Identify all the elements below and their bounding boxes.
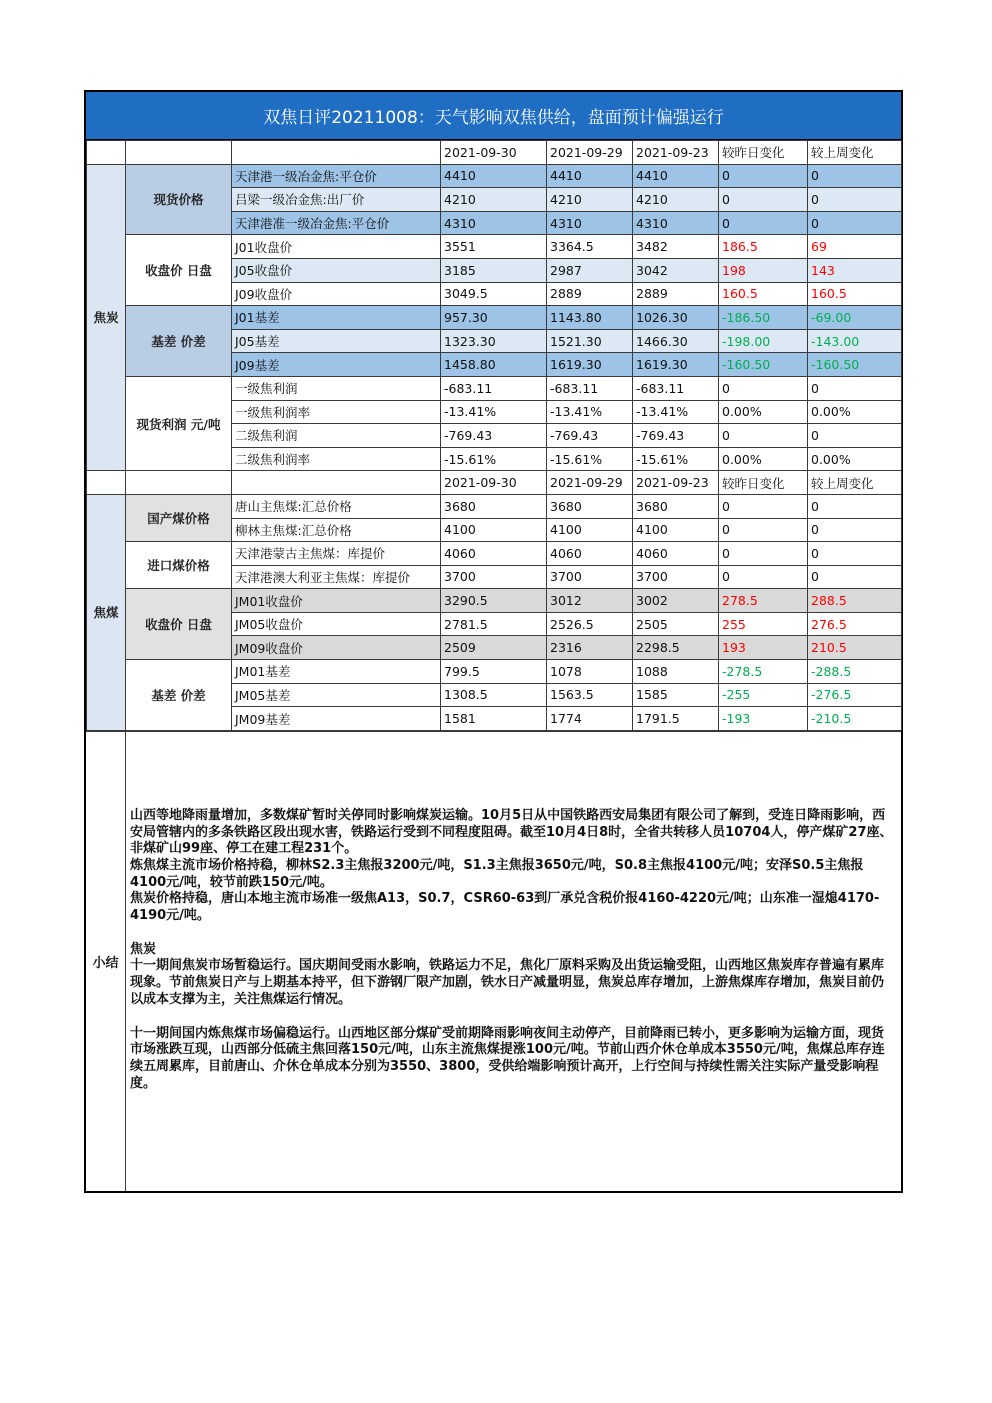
value-cell: 1619.30: [633, 353, 719, 377]
empty-cell: [232, 141, 441, 165]
value-cell: 4100: [547, 518, 633, 542]
value-cell: 4410: [441, 164, 547, 188]
group-label: 基差 价差: [126, 660, 232, 731]
value-cell: 4410: [633, 164, 719, 188]
value-cell: 3042: [633, 258, 719, 282]
change-cell: 0: [808, 211, 902, 235]
change-cell: -160.50: [808, 353, 902, 377]
group-label: 国产煤价格: [126, 494, 232, 541]
column-header: 2021-09-30: [441, 471, 547, 495]
change-cell: 0: [808, 565, 902, 589]
row-name: J01收盘价: [232, 235, 441, 259]
value-cell: 1143.80: [547, 306, 633, 330]
change-cell: 198: [719, 258, 808, 282]
empty-cell: [126, 471, 232, 495]
row-name: J01基差: [232, 306, 441, 330]
change-cell: 276.5: [808, 612, 902, 636]
change-cell: 0: [808, 424, 902, 448]
change-cell: -210.5: [808, 707, 902, 731]
change-cell: -193: [719, 707, 808, 731]
spacer: [130, 1009, 895, 1026]
table-row: [87, 306, 902, 330]
summary-paragraph: 十一期间国内炼焦煤市场偏稳运行。山西地区部分煤矿受前期降雨影响夜间主动停产，目前降雨已转小，更多影响为运输方面，现货市场涨跌互现，山西部分低硫主焦回落150元/吨，山东主流焦煤提涨100元/吨。节前山西介休仓单成本3550元/吨，焦煤总库存连续五周累库，目前唐山、介休仓单成本分别为3550、3800，受供给端影响预计高开，上行空间与持续性需关注实际产量受影响程度。: [130, 1025, 885, 1091]
summary-body: [126, 732, 901, 1191]
summary-paragraph: 焦炭价格持稳，唐山本地主流市场准一级焦A13，S0.7，CSR60-63到厂承兑含税价报4160-4220元/吨；山东准一湿熄4170-4190元/吨。: [130, 891, 880, 924]
column-header: 2021-09-29: [547, 471, 633, 495]
value-cell: 2505: [633, 612, 719, 636]
summary-paragraph: 炼焦煤主流市场价格持稳，柳林S2.3主焦报3200元/吨，S1.3主焦报3650元/吨，S0.8主焦报4100元/吨；安泽S0.5主焦报4100元/吨，较节前跌150元/吨。: [130, 857, 864, 890]
value-cell: 2987: [547, 258, 633, 282]
table-row: [87, 164, 902, 188]
value-cell: -15.61%: [441, 447, 547, 471]
value-cell: -769.43: [441, 424, 547, 448]
value-cell: 1088: [633, 660, 719, 684]
value-cell: 3482: [633, 235, 719, 259]
row-name: 天津港蒙古主焦煤：库提价: [232, 542, 441, 566]
summary-section: [86, 731, 901, 1191]
table-row: [87, 235, 902, 259]
value-cell: 3700: [547, 565, 633, 589]
summary-paragraph: 十一期间焦炭市场暂稳运行。国庆期间受雨水影响，铁路运力不足，焦化厂原料采购及出货运输受阻，山西地区焦炭库存普遍有累库现象。节前焦炭日产与上期基本持平，但下游钢厂限产加剧，铁水日产减量明显，焦炭总库存增加，上游焦煤库存增加，焦炭目前仍以成本支撑为主，关注焦煤运行情况。: [130, 958, 885, 1007]
section-label: 焦煤: [87, 494, 126, 730]
change-cell: 160.5: [808, 282, 902, 306]
value-cell: 4100: [441, 518, 547, 542]
value-cell: 2316: [547, 636, 633, 660]
value-cell: 3290.5: [441, 589, 547, 613]
value-cell: -683.11: [441, 376, 547, 400]
column-header: 2021-09-30: [441, 141, 547, 165]
row-name: JM01基差: [232, 660, 441, 684]
value-cell: 4210: [547, 188, 633, 212]
change-cell: 186.5: [719, 235, 808, 259]
value-cell: 3049.5: [441, 282, 547, 306]
column-header: 较上周变化: [808, 471, 902, 495]
value-cell: -683.11: [633, 376, 719, 400]
value-cell: 3700: [633, 565, 719, 589]
empty-cell: [126, 141, 232, 165]
value-cell: 3680: [441, 494, 547, 518]
value-cell: -683.11: [547, 376, 633, 400]
value-cell: 1078: [547, 660, 633, 684]
value-cell: 4410: [547, 164, 633, 188]
value-cell: 957.30: [441, 306, 547, 330]
value-cell: 1774: [547, 707, 633, 731]
change-cell: -69.00: [808, 306, 902, 330]
value-cell: 3002: [633, 589, 719, 613]
value-cell: 3185: [441, 258, 547, 282]
value-cell: -13.41%: [547, 400, 633, 424]
change-cell: 0.00%: [808, 400, 902, 424]
value-cell: 1458.80: [441, 353, 547, 377]
value-cell: -13.41%: [633, 400, 719, 424]
value-cell: -13.41%: [441, 400, 547, 424]
group-label: 现货利润 元/吨: [126, 376, 232, 470]
change-cell: 69: [808, 235, 902, 259]
change-cell: 160.5: [719, 282, 808, 306]
change-cell: 255: [719, 612, 808, 636]
change-cell: 288.5: [808, 589, 902, 613]
column-header: 较上周变化: [808, 141, 902, 165]
change-cell: -186.50: [719, 306, 808, 330]
value-cell: -769.43: [547, 424, 633, 448]
change-cell: 0.00%: [808, 447, 902, 471]
value-cell: 1323.30: [441, 329, 547, 353]
row-name: J09基差: [232, 353, 441, 377]
value-cell: -769.43: [633, 424, 719, 448]
change-cell: 0: [719, 424, 808, 448]
group-label: 收盘价 日盘: [126, 589, 232, 660]
change-cell: 0: [719, 376, 808, 400]
change-cell: 0: [719, 565, 808, 589]
value-cell: -15.61%: [633, 447, 719, 471]
summary-paragraph: 山西等地降雨量增加，多数煤矿暂时关停同时影响煤炭运输。10月5日从中国铁路西安局集团有限公司了解到，受连日降雨影响，西安局管辖内的多条铁路区段出现水害，铁路运行受到不同程度阻碍。截至10月4日8时，全省共转移人员10704人，停产煤矿27座、非煤矿山99座、停工在建工程231个。: [130, 807, 893, 857]
value-cell: 4060: [633, 542, 719, 566]
row-name: JM05收盘价: [232, 612, 441, 636]
table-row: [87, 376, 902, 400]
value-cell: 2889: [633, 282, 719, 306]
row-name: J05收盘价: [232, 258, 441, 282]
group-label: 现货价格: [126, 164, 232, 235]
row-name: 天津港一级冶金焦:平仓价: [232, 164, 441, 188]
row-name: 一级焦利润: [232, 376, 441, 400]
column-header: 2021-09-29: [547, 141, 633, 165]
value-cell: 1026.30: [633, 306, 719, 330]
value-cell: 4210: [441, 188, 547, 212]
value-cell: 3551: [441, 235, 547, 259]
row-name: JM09收盘价: [232, 636, 441, 660]
change-cell: -288.5: [808, 660, 902, 684]
value-cell: 3680: [547, 494, 633, 518]
data-table: [86, 140, 902, 731]
change-cell: -278.5: [719, 660, 808, 684]
value-cell: 3012: [547, 589, 633, 613]
summary-label: 小结: [86, 732, 126, 1191]
group-label: 基差 价差: [126, 306, 232, 377]
row-name: JM05基差: [232, 683, 441, 707]
change-cell: 0: [719, 188, 808, 212]
change-cell: 143: [808, 258, 902, 282]
value-cell: 2889: [547, 282, 633, 306]
column-header: 2021-09-23: [633, 141, 719, 165]
value-cell: 4310: [441, 211, 547, 235]
value-cell: 1521.30: [547, 329, 633, 353]
value-cell: 2509: [441, 636, 547, 660]
value-cell: 4060: [547, 542, 633, 566]
value-cell: 3700: [441, 565, 547, 589]
value-cell: 2526.5: [547, 612, 633, 636]
value-cell: 1791.5: [633, 707, 719, 731]
value-cell: 799.5: [441, 660, 547, 684]
empty-cell: [232, 471, 441, 495]
change-cell: 0: [719, 494, 808, 518]
table-row: [87, 589, 902, 613]
row-name: 柳林主焦煤:汇总价格: [232, 518, 441, 542]
group-label: 进口煤价格: [126, 542, 232, 589]
table-row: [87, 660, 902, 684]
row-name: J09收盘价: [232, 282, 441, 306]
row-name: 天津港准一级冶金焦:平仓价: [232, 211, 441, 235]
change-cell: -198.00: [719, 329, 808, 353]
spacer: [130, 925, 895, 942]
change-cell: -276.5: [808, 683, 902, 707]
value-cell: 4310: [633, 211, 719, 235]
empty-cell: [87, 141, 126, 165]
row-name: JM01收盘价: [232, 589, 441, 613]
summary-paragraph: 焦炭: [130, 941, 157, 957]
value-cell: 1308.5: [441, 683, 547, 707]
column-header: 2021-09-23: [633, 471, 719, 495]
change-cell: 210.5: [808, 636, 902, 660]
section-label: 焦炭: [87, 164, 126, 471]
change-cell: 0: [808, 188, 902, 212]
value-cell: 4060: [441, 542, 547, 566]
row-name: J05基差: [232, 329, 441, 353]
report-sheet: [84, 90, 903, 1193]
change-cell: -255: [719, 683, 808, 707]
value-cell: 1466.30: [633, 329, 719, 353]
change-cell: 0: [808, 164, 902, 188]
value-cell: 2298.5: [633, 636, 719, 660]
report-title: 双焦日评20211008：天气影响双焦供给，盘面预计偏强运行: [86, 92, 901, 140]
row-name: 二级焦利润: [232, 424, 441, 448]
change-cell: 0: [719, 518, 808, 542]
change-cell: 0: [808, 542, 902, 566]
value-cell: 1585: [633, 683, 719, 707]
row-name: 一级焦利润率: [232, 400, 441, 424]
value-cell: 4310: [547, 211, 633, 235]
header-row: [87, 141, 902, 165]
change-cell: 0: [808, 376, 902, 400]
change-cell: 0: [719, 542, 808, 566]
value-cell: 3364.5: [547, 235, 633, 259]
table-row: [87, 542, 902, 566]
table-row: [87, 494, 902, 518]
change-cell: 0.00%: [719, 447, 808, 471]
change-cell: -143.00: [808, 329, 902, 353]
value-cell: 4100: [633, 518, 719, 542]
change-cell: 0.00%: [719, 400, 808, 424]
value-cell: 1563.5: [547, 683, 633, 707]
value-cell: 1581: [441, 707, 547, 731]
value-cell: 3680: [633, 494, 719, 518]
column-header: 较昨日变化: [719, 471, 808, 495]
header-row: [87, 471, 902, 495]
row-name: JM09基差: [232, 707, 441, 731]
value-cell: -15.61%: [547, 447, 633, 471]
value-cell: 2781.5: [441, 612, 547, 636]
row-name: 唐山主焦煤:汇总价格: [232, 494, 441, 518]
value-cell: 1619.30: [547, 353, 633, 377]
change-cell: 0: [808, 494, 902, 518]
row-name: 二级焦利润率: [232, 447, 441, 471]
change-cell: 0: [719, 164, 808, 188]
empty-cell: [87, 471, 126, 495]
change-cell: 278.5: [719, 589, 808, 613]
change-cell: 193: [719, 636, 808, 660]
row-name: 天津港澳大利亚主焦煤：库提价: [232, 565, 441, 589]
value-cell: 4210: [633, 188, 719, 212]
change-cell: 0: [808, 518, 902, 542]
column-header: 较昨日变化: [719, 141, 808, 165]
change-cell: 0: [719, 211, 808, 235]
group-label: 收盘价 日盘: [126, 235, 232, 306]
row-name: 吕梁一级冶金焦:出厂价: [232, 188, 441, 212]
change-cell: -160.50: [719, 353, 808, 377]
